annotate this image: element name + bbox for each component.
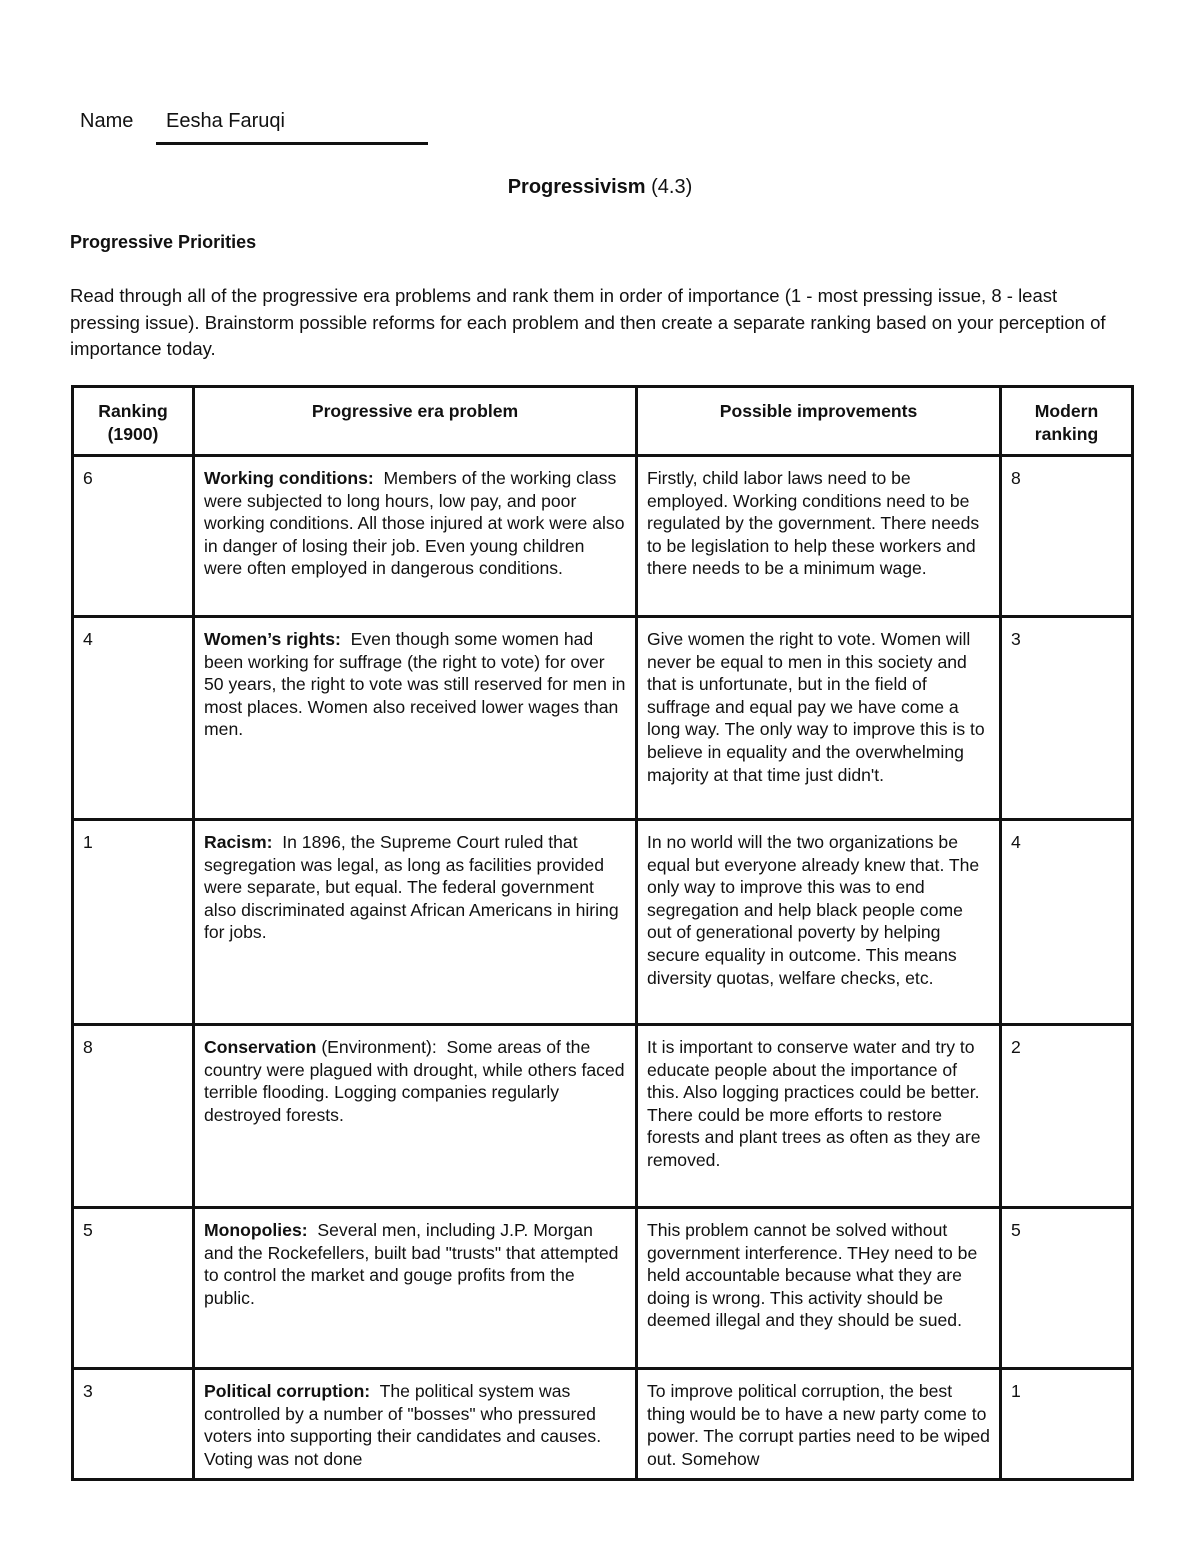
problem-cell	[194, 820, 637, 1025]
modern-rank-cell: 8	[1001, 456, 1133, 617]
problem-topic: Working conditions:	[204, 468, 374, 488]
problem-text: Even though some women had been working for suffrage (the right to vote) for over 50 years, the right to vote was still reserved for men in most places. Women also received lower wages than men.	[204, 629, 626, 740]
problem-topic: Monopolies:	[204, 1220, 308, 1240]
modern-rank-cell: 4	[1001, 820, 1133, 1025]
table-header-row	[73, 387, 1133, 456]
table-row	[73, 617, 1133, 820]
rank-1900-cell: 3	[73, 1369, 194, 1480]
modern-rank-cell: 3	[1001, 617, 1133, 820]
instructions-paragraph: Read through all of the progressive era problems and rank them in order of importance (1 - most pressing issue, 8 - least pressing issue). Brainstorm possible reforms for each problem and then create a separate ranking based on your perception of importance today.	[70, 285, 1106, 359]
problem-topic-extra: (Environment):	[321, 1037, 437, 1057]
problem-cell	[194, 617, 637, 820]
improvement-cell: In no world will the two organizations be equal but everyone already knew that. The only way to improve this was to end segregation and help black people come out of generational poverty by helping secure equality in outcome. This means diversity quotas, welfare checks, etc.	[637, 820, 1001, 1025]
problem-cell	[194, 1369, 637, 1480]
table-row	[73, 1369, 1133, 1480]
problem-text: The political system was controlled by a number of "bosses" who pressured voters into supporting their candidates and causes. Voting was not done	[204, 1381, 602, 1469]
problem-text: Several men, including J.P. Morgan and the Rockefellers, built bad "trusts" that attempted to control the market and gouge profits from the public.	[204, 1220, 619, 1308]
improvement-cell: To improve political corruption, the best thing would be to have a new party come to power. The corrupt parties need to be wiped out. Somehow	[637, 1369, 1001, 1480]
problem-text: Members of the working class were subjected to long hours, low pay, and poor working conditions. All those injured at work were also in danger of losing their job. Even young children were often employed in dangerous conditions.	[204, 468, 625, 579]
problem-cell	[194, 1208, 637, 1369]
modern-rank-cell: 1	[1001, 1369, 1133, 1480]
modern-rank-cell: 2	[1001, 1025, 1133, 1208]
table-row	[73, 456, 1133, 617]
problem-topic: Racism:	[204, 832, 273, 852]
improvement-cell: Firstly, child labor laws need to be employed. Working conditions need to be regulated by the government. There needs to be legislation to help these workers and there needs to be a minimum wage.	[637, 456, 1001, 617]
table-row	[73, 820, 1133, 1025]
problem-topic: Conservation	[204, 1037, 317, 1057]
page-title	[0, 176, 1200, 199]
improvement-cell: This problem cannot be solved without government interference. THey need to be held accountable because what they are doing is wrong. This activity should be deemed illegal and they should be sued.	[637, 1208, 1001, 1369]
header-improvements: Possible improvements	[637, 387, 1001, 456]
title-section-number: (4.3)	[651, 176, 693, 198]
rank-1900-cell: 4	[73, 617, 194, 820]
student-name: Eesha Faruqi	[166, 110, 285, 132]
title-main: Progressivism	[507, 176, 646, 198]
improvement-cell: It is important to conserve water and try to educate people about the importance of this. Also logging practices could be better. There could be more efforts to restore forests and plant trees as often as they are removed.	[637, 1025, 1001, 1208]
problem-cell	[194, 456, 637, 617]
problem-text: Some areas of the country were plagued with drought, while others faced terrible flooding. Logging companies regularly destroyed forests.	[204, 1037, 625, 1125]
header-problem: Progressive era problem	[194, 387, 637, 456]
table-row	[73, 1208, 1133, 1369]
problem-text: In 1896, the Supreme Court ruled that segregation was legal, as long as facilities provided were separate, but equal. The federal government also discriminated against African Americans in hiring for jobs.	[204, 832, 619, 943]
modern-rank-cell: 5	[1001, 1208, 1133, 1369]
rank-1900-cell: 8	[73, 1025, 194, 1208]
improvement-cell: Give women the right to vote. Women will never be equal to men in this society and that is unfortunate, but in the field of suffrage and equal pay we have come a long way. The only way to improve this is to believe in equality and the overwhelming majority at that time just didn't.	[637, 617, 1001, 820]
name-label: Name	[80, 110, 134, 132]
rank-1900-cell: 6	[73, 456, 194, 617]
header-modern-ranking: Modern ranking	[1001, 387, 1133, 456]
table-row	[73, 1025, 1133, 1208]
section-heading: Progressive Priorities	[70, 232, 257, 252]
problem-topic: Political corruption:	[204, 1381, 371, 1401]
problem-topic: Women’s rights:	[204, 629, 341, 649]
rank-1900-cell: 5	[73, 1208, 194, 1369]
problem-cell	[194, 1025, 637, 1208]
priorities-table	[71, 385, 1134, 1481]
rank-1900-cell: 1	[73, 820, 194, 1025]
header-ranking-1900: Ranking (1900)	[73, 387, 194, 456]
name-underline	[156, 142, 428, 145]
